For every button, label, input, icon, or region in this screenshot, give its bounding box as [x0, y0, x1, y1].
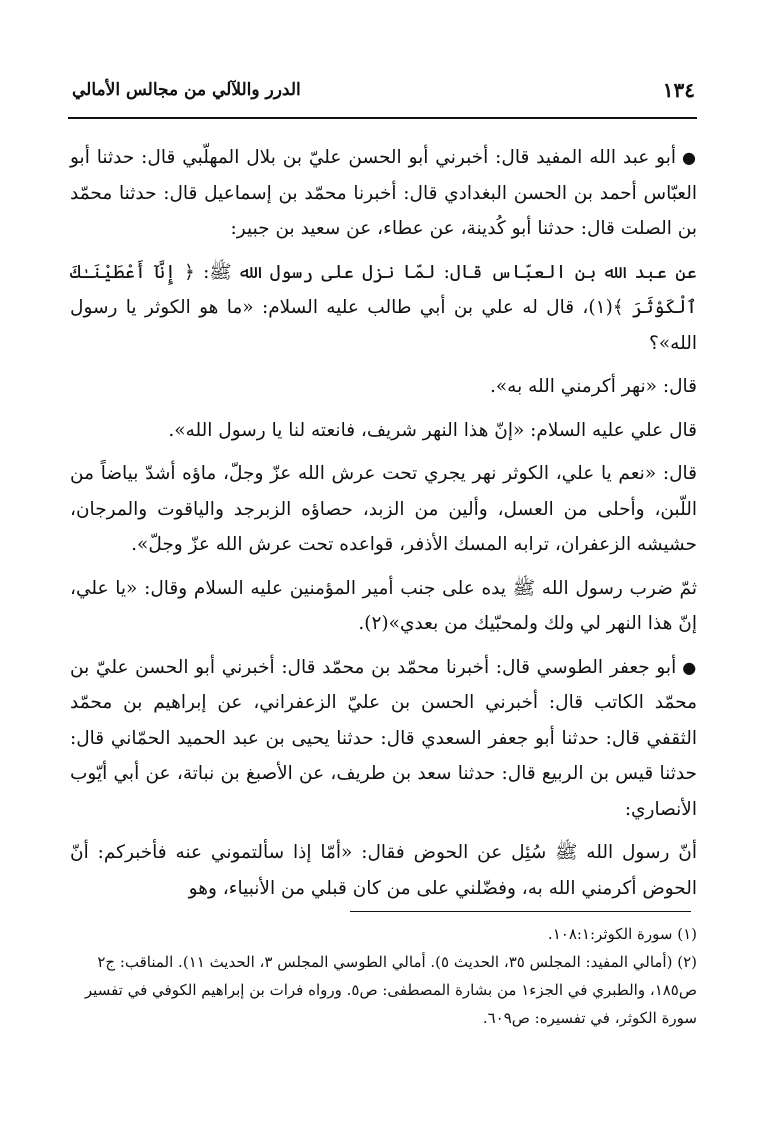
paragraph-5: [70, 456, 697, 563]
paragraph-text: عن عبد الله بن العبّاس قال: لمّا نزل على رسول الله ﷺ: ﴿ إِنَّآ أَعْطَيْنَـٰكَ ٱلْكَوْثَرَ ﴾(١)، قال له علي بن أبي طالب عليه السلام: «ما هو الكوثر يا رسول الله»؟: [70, 261, 697, 354]
paragraph-7: [70, 650, 697, 828]
page-header: [72, 78, 695, 108]
footnote-1: (١) سورة الكوثر:١٠٨:١.: [547, 925, 697, 943]
page-number: ١٣٤: [662, 78, 695, 102]
paragraph-4: [70, 413, 697, 449]
header-divider: [68, 117, 697, 119]
paragraph-text: أبو عبد الله المفيد قال: أخبرني أبو الحسن عليّ بن بلال المهلّبي قال: حدثنا أبو العبّاس أحمد بن الحسن البغدادي قال: أخبرنا محمّد بن إسماعيل قال: حدثنا محمّد بن الصلت قال: حدثنا أبو كُدينة، عن عطاء، عن سعيد بن جبير:: [70, 147, 697, 239]
paragraph-text: قال: «نهر أكرمني الله به».: [489, 376, 697, 397]
footnote-2: (٢) (أمالي المفيد: المجلس ٣٥، الحديث ٥). أمالي الطوسي المجلس ٣، الحديث ١١). المناقب: ج٢ ص١٨٥، والطبري في الجزء١ من بشارة المصطفى: ص٥. ورواه فرات بن إبراهيم الكوفي في تفسير سورة الكوثر، في تفسيره: ص٦٠٩.: [84, 953, 697, 1027]
running-title: الدرر واللآلي من مجالس الأمالي: [72, 80, 301, 100]
paragraph-2: [70, 255, 697, 362]
bullet-icon: ●: [682, 657, 697, 677]
paragraph-text: ثمّ ضرب رسول الله ﷺ يده على جنب أمير المؤمنين عليه السلام وقال: «يا علي، إنّ هذا النهر لي ولك ولمحبّيك من بعدي»(٢).: [70, 577, 697, 634]
paragraph-text: أنّ رسول الله ﷺ سُئِل عن الحوض فقال: «أمّا إذا سألتموني عنه فأخبركم: أنّ الحوض أكرمني الله به، وفضّلني على من كان قبلي من الأنبياء، وهو: [70, 842, 697, 899]
paragraph-text: أبو جعفر الطوسي قال: أخبرنا محمّد بن محمّد قال: أخبرني أبو الحسن عليّ بن محمّد الكاتب قال: أخبرني الحسن بن عليّ الزعفراني، عن إبراهيم بن محمّد الثقفي قال: حدثنا أبو جعفر السعدي قال: حدثنا يحيى بن عبد الحميد الحمّاني قال: حدثنا قيس بن الربيع قال: حدثنا سعد بن طريف، عن الأصبغ بن نباتة، عن أبي أيّوب الأنصاري:: [70, 656, 697, 820]
paragraph-text: قال علي عليه السلام: «إنّ هذا النهر شريف، فانعته لنا يا رسول الله».: [168, 419, 697, 441]
bullet-icon: ●: [682, 148, 697, 167]
paragraph-1: [70, 140, 697, 247]
paragraph-8: [70, 835, 697, 906]
footnotes: [76, 920, 697, 1032]
paragraph-6: [70, 571, 697, 642]
paragraph-text: قال: «نعم يا علي، الكوثر نهر يجري تحت عرش الله عزّ وجلّ، ماؤه أشدّ بياضاً من اللّبن، وأحلى من العسل، وألين من الزبد، حصاؤه الزبرجد والياقوت والمرجان، حشيشه الزعفران، ترابه المسك الأذفر، قواعده تحت عرش الله عزّ وجلّ».: [70, 463, 697, 555]
main-text: [70, 140, 697, 914]
paragraph-3: [70, 369, 697, 405]
footnote-divider: [350, 911, 691, 912]
